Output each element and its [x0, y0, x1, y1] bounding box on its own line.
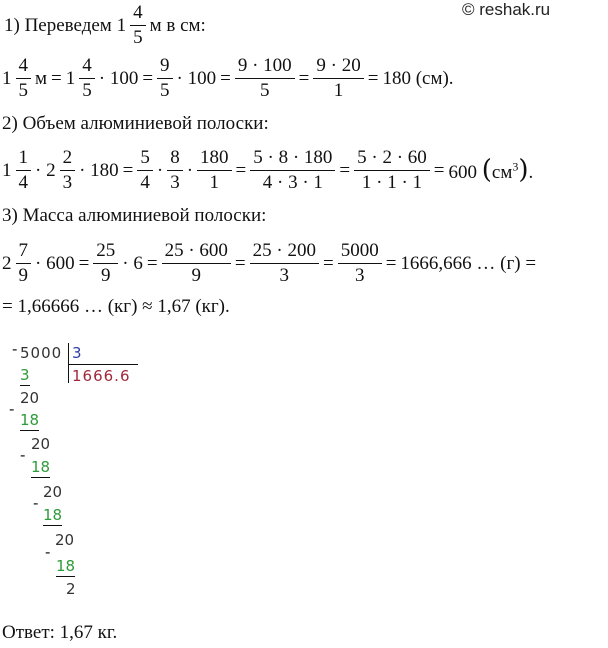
equals: = [339, 159, 351, 181]
answer: Ответ: 1,67 кг. [2, 622, 118, 643]
fraction: $\frac{2}{3}$ [60, 148, 76, 193]
division-remainder: 20 [31, 435, 51, 453]
fraction: $\frac{9 \cdot 20}{1}$ [313, 56, 363, 101]
step1-heading-fraction: $\frac{4}{5}$ [130, 3, 146, 48]
mixed-whole: 2 [2, 252, 12, 274]
fraction: $\frac{9 \cdot 100}{5}$ [235, 56, 295, 101]
step1-result: 180 (см). [382, 67, 454, 89]
division-subtrahend: 18 [31, 458, 51, 476]
equals: = [235, 159, 247, 181]
step2-result: 600 $(см^3)$. [448, 155, 534, 185]
multiplier: · 600 [35, 252, 75, 274]
equals: = [322, 252, 334, 274]
multiplier: · 100 [98, 67, 139, 89]
division-minus: - [12, 340, 18, 358]
division-quotient: 1666.6 [72, 367, 131, 385]
division-remainder: 2 [66, 580, 76, 598]
multiplier: · 6 [122, 252, 143, 274]
fraction: $\frac{5 \cdot 2 \cdot 60}{1 \cdot 1 \cdot 1}$ [354, 148, 430, 193]
equals: = [122, 159, 134, 181]
fraction: $\frac{5000}{3}$ [338, 241, 382, 286]
division-divisor: 3 [72, 344, 82, 362]
step3-result-kg: = 1,66666 … (кг) ≈ 1,67 (кг). [2, 296, 230, 317]
equals: = [78, 252, 90, 274]
step2-heading: 2) Объем алюминиевой полоски: [2, 113, 269, 134]
division-remainder: 20 [20, 389, 40, 407]
division-dividend: 5000 [20, 344, 63, 362]
equals: = [234, 252, 246, 274]
multiplier: · 100 [176, 67, 217, 89]
step3-heading: 3) Масса алюминиевой полоски: [2, 205, 267, 226]
division-minus: - [9, 400, 15, 418]
division-remainder: 20 [55, 531, 75, 549]
fraction: $\frac{5 \cdot 8 \cdot 180}{4 \cdot 3 \cdot 1}$ [250, 148, 335, 193]
dot: · [156, 159, 164, 181]
step1-heading-unit: м в см: [149, 14, 206, 36]
division-vertical-line [68, 343, 69, 383]
division-remainder: 20 [43, 483, 63, 501]
mixed-whole: 1 [2, 159, 12, 181]
fraction: $\frac{4}{5}$ [79, 56, 95, 101]
division-subtrahend: 18 [56, 557, 76, 575]
dot: · [186, 159, 194, 181]
equals: = [298, 67, 310, 89]
equals: = [385, 252, 397, 274]
fraction: $\frac{7}{9}$ [16, 241, 32, 286]
fraction: $\frac{25 \cdot 600}{9}$ [162, 241, 231, 286]
equals: = [367, 67, 379, 89]
division-subtrahend: 18 [43, 506, 63, 524]
division-minus: - [45, 543, 51, 561]
equals: = [142, 67, 154, 89]
equals: = [51, 67, 62, 89]
fraction: $\frac{5}{4}$ [137, 148, 153, 193]
equals: = [433, 159, 445, 181]
equals: = [220, 67, 231, 89]
division-subtrahend: 3 [20, 366, 30, 384]
step3-equation [0, 239, 538, 287]
fraction: $\frac{180}{1}$ [197, 148, 232, 193]
fraction: $\frac{8}{3}$ [167, 148, 183, 193]
fraction: $\frac{25 \cdot 200}{3}$ [250, 241, 319, 286]
step3-result-grams: 1666,666 … (г) = [400, 252, 537, 274]
mixed-whole: 1 [65, 67, 76, 89]
step1-heading [2, 2, 208, 48]
unit-m: м [35, 67, 48, 89]
step1-heading-text: 1) Переведем 1 [4, 14, 127, 36]
division-horizontal-line [68, 364, 138, 365]
multiplier: · 2 [35, 159, 56, 181]
multiplier: · 180 [79, 159, 119, 181]
fraction: $\frac{25}{9}$ [93, 241, 118, 286]
fraction: $\frac{9}{5}$ [157, 56, 173, 101]
mixed-whole: 1 [2, 67, 12, 89]
equals: = [146, 252, 158, 274]
watermark: © reshak.ru [462, 0, 551, 19]
fraction: $\frac{4}{5}$ [16, 56, 32, 101]
division-minus: - [20, 446, 26, 464]
division-subtrahend: 18 [20, 411, 40, 429]
step1-equation [0, 54, 456, 102]
division-minus: - [33, 494, 39, 512]
step2-equation [0, 146, 535, 194]
fraction: $\frac{1}{4}$ [16, 148, 32, 193]
